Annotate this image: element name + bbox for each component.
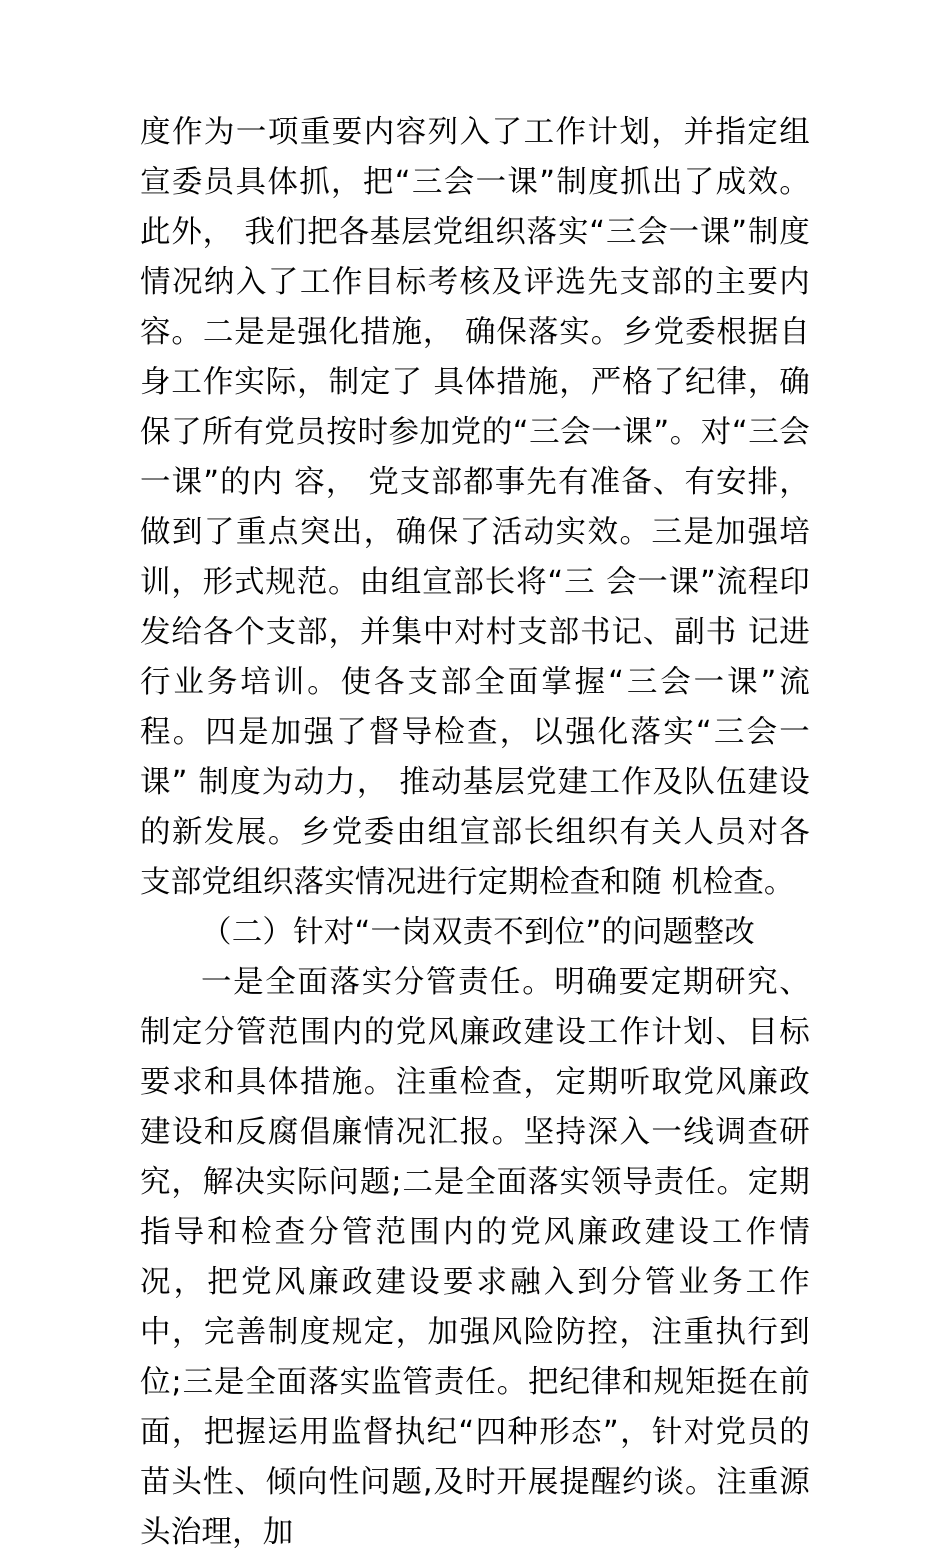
body-paragraph-2-heading: （二）针对“一岗双责不到位”的问题整改 [201,915,755,950]
document-body [140,108,810,1558]
body-paragraph-3: 一是全面落实分管责任。明确要定期研究、制定分管范围内的党风廉政建设工作计划、目标要求和具体措施。注重检查，定期听取党风廉政建设和反腐倡廉情况汇报。坚持深入一线调查研究，解决实际问题;二是全面落实领导责任。定期指导和检查分管范围内的党风廉政建设工作情况，把党风廉政建设要求融入到分管业务工作中，完善制度规定，加强风险防控，注重执行到位;三是全面落实监管责任。把纪律和规矩挺在前面，把握运用监督执纪“四种形态”，针对党员的苗头性、倾向性问题,及时开展提醒约谈。注重源头治理，加 [140,965,810,1550]
body-paragraph-1: 度作为一项重要内容列入了工作计划，并指定组宣委员具体抓，把“三会一课”制度抓出了成效。此外， 我们把各基层党组织落实“三会一课”制度情况纳入了工作目标考核及评选先支部的主要内容。二是是强化措施， 确保落实。乡党委根据自身工作实际，制定了 具体措施，严格了纪律，确保了所有党员按时参加党的“三会一课”。对“三会一课”的内 容， 党支部都事先有准备、有安排， 做到了重点突出，确保了活动实效。三是加强培训，形式规范。由组宣部长将“三 会一课”流程印发给各个支部，并集中对村支部书记、副书 记进行业务培训。使各支部全面掌握“三会一课”流程。四是加强了督导检查，以强化落实“三会一课” 制度为动力， 推动基层党建工作及队伍建设的新发展。乡党委由组宣部长组织有关人员对各支部党组织落实情况进行定期检查和随 机检查。 [140,115,810,900]
